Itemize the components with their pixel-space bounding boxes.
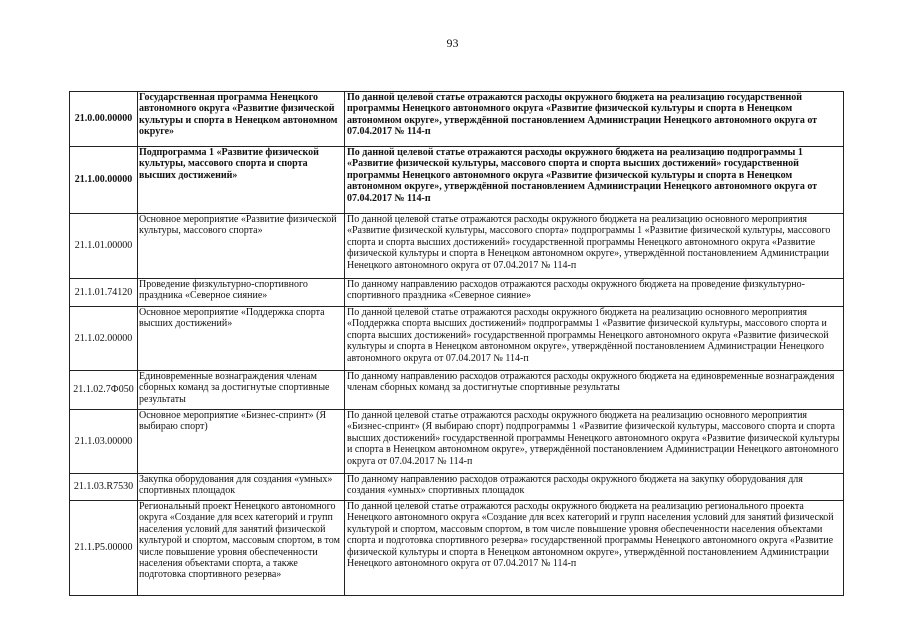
row-description: По данному направлению расходов отражаются расходы окружного бюджета на закупку оборудования для создания «умных» спортивных площадок bbox=[345, 474, 844, 501]
row-code: 21.1.P5.00000 bbox=[70, 501, 138, 596]
row-name: Государственная программа Ненецкого автономного округа «Развитие физической культуры и спорта в Ненецком автономном округе» bbox=[138, 92, 345, 147]
table-row bbox=[70, 371, 844, 410]
table-row bbox=[70, 279, 844, 307]
table-row bbox=[70, 410, 844, 474]
row-description: По данной целевой статье отражаются расходы окружного бюджета на реализацию основного мероприятия «Бизнес-спринт» (Я выбираю спорт) подпрограммы 1 «Развитие физической культуры, массового спорта и спорта высших достижений» государственной программы Ненецкого автономного округа «Развитие физической культуры и спорта в Ненецком автономном округе», утверждённой постановлением Администрации Ненецкого автономного округа от 07.04.2017 № 114-п bbox=[345, 410, 844, 474]
row-code: 21.1.01.74120 bbox=[70, 279, 138, 307]
table-row bbox=[70, 474, 844, 501]
row-name: Основное мероприятие «Бизнес-спринт» (Я выбираю спорт) bbox=[138, 410, 345, 474]
row-name: Закупка оборудования для создания «умных» спортивных площадок bbox=[138, 474, 345, 501]
row-description: По данной целевой статье отражаются расходы окружного бюджета на реализацию регионального проекта Ненецкого автономного округа «Создание для всех категорий и групп населения условий для занятий физической культурой и спортом, массовым спортом, в том числе повышение уровня обеспеченности населения объектами спорта и подготовка спортивного резерва» государственной программы Ненецкого автономного округа «Развитие физической культуры и спорта в Ненецком автономном округе», утверждённой постановлением Администрации Ненецкого автономного округа от 07.04.2017 № 114-п bbox=[345, 501, 844, 596]
row-name: Основное мероприятие «Поддержка спорта высших достижений» bbox=[138, 307, 345, 371]
row-name: Единовременные вознаграждения членам сборных команд за достигнутые спортивные результаты bbox=[138, 371, 345, 410]
row-description: По данной целевой статье отражаются расходы окружного бюджета на реализацию государственной программы Ненецкого автономного округа «Развитие физической культуры и спорта в Ненецком автономном округе», утверждённой постановлением Администрации Ненецкого автономного округа от 07.04.2017 № 114-п bbox=[345, 92, 844, 147]
row-description: По данному направлению расходов отражаются расходы окружного бюджета на единовременные вознаграждения членам сборных команд за достигнутые спортивные результаты bbox=[345, 371, 844, 410]
page-number: 93 bbox=[446, 36, 459, 50]
row-code: 21.0.00.00000 bbox=[70, 92, 138, 147]
row-name: Проведение физкультурно-спортивного праздника «Северное сияние» bbox=[138, 279, 345, 307]
row-code: 21.1.03.R7530 bbox=[70, 474, 138, 501]
table-row bbox=[70, 501, 844, 596]
row-description: По данной целевой статье отражаются расходы окружного бюджета на реализацию основного мероприятия «Поддержка спорта высших достижений» подпрограммы 1 «Развитие физической культуры, массового спорта и спорта высших достижений» государственной программы Ненецкого автономного округа «Развитие физической культуры и спорта в Ненецком автономном округе», утверждённой постановлением Администрации Ненецкого автономного округа от 07.04.2017 № 114-п bbox=[345, 307, 844, 371]
row-name: Подпрограмма 1 «Развитие физической культуры, массового спорта и спорта высших достижений» bbox=[138, 147, 345, 214]
table-row bbox=[70, 214, 844, 279]
row-code: 21.1.02.7Ф050 bbox=[70, 371, 138, 410]
row-description: По данному направлению расходов отражаются расходы окружного бюджета на проведение физкультурно-спортивного праздника «Северное сияние» bbox=[345, 279, 844, 307]
budget-classification-table bbox=[69, 91, 844, 596]
row-code: 21.1.03.00000 bbox=[70, 410, 138, 474]
row-name: Основное мероприятие «Развитие физической культуры, массового спорта» bbox=[138, 214, 345, 279]
table-row bbox=[70, 92, 844, 147]
row-code: 21.1.02.00000 bbox=[70, 307, 138, 371]
row-description: По данной целевой статье отражаются расходы окружного бюджета на реализацию основного мероприятия «Развитие физической культуры, массового спорта» подпрограммы 1 «Развитие физической культуры, массового спорта и спорта высших достижений» государственной программы Ненецкого автономного округа «Развитие физической культуры и спорта в Ненецком автономном округе», утверждённой постановлением Администрации Ненецкого автономного округа от 07.04.2017 № 114-п bbox=[345, 214, 844, 279]
table-row bbox=[70, 147, 844, 214]
row-name: Региональный проект Ненецкого автономного округа «Создание для всех категорий и групп населения условий для занятий физической культурой и спортом, массовым спортом, в том числе повышение уровня обеспеченности населения объектами спорта, а также подготовка спортивного резерва» bbox=[138, 501, 345, 596]
row-description: По данной целевой статье отражаются расходы окружного бюджета на реализацию подпрограммы 1 «Развитие физической культуры, массового спорта и спорта высших достижений» государственной программы Ненецкого автономного округа «Развитие физической культуры и спорта в Ненецком автономном округе», утверждённой постановлением Администрации Ненецкого автономного округа от 07.04.2017 № 114-п bbox=[345, 147, 844, 214]
table-row bbox=[70, 307, 844, 371]
row-code: 21.1.00.00000 bbox=[70, 147, 138, 214]
row-code: 21.1.01.00000 bbox=[70, 214, 138, 279]
